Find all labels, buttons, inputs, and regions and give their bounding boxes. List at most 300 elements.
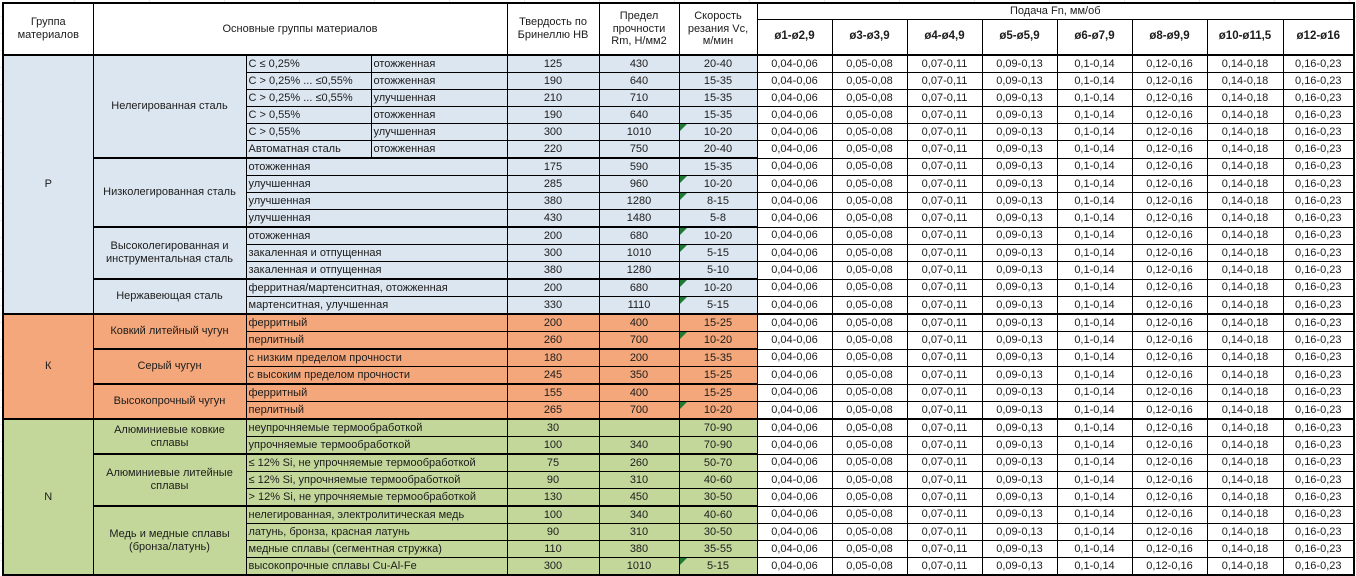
feed-cell[interactable]: 0,12-0,16 [1132,419,1207,437]
hardness-cell[interactable]: 90 [507,472,599,489]
strength-cell[interactable]: 1010 [599,124,679,141]
feed-cell[interactable]: 0,04-0,06 [757,158,832,176]
feed-cell[interactable]: 0,14-0,18 [1207,419,1283,437]
feed-cell[interactable]: 0,16-0,23 [1283,541,1354,558]
feed-cell[interactable]: 0,14-0,18 [1207,437,1283,455]
strength-cell[interactable]: 340 [599,437,679,455]
feed-cell[interactable]: 0,05-0,08 [832,437,907,455]
feed-cell[interactable]: 0,14-0,18 [1207,472,1283,489]
feed-cell[interactable]: 0,09-0,13 [982,472,1057,489]
feed-cell[interactable]: 0,05-0,08 [832,124,907,141]
material-family-cell[interactable]: Нержавеющая сталь [93,279,246,314]
cutting-speed-cell[interactable]: 70-90 [679,419,757,437]
header-brinell-hardness[interactable]: Твердость по Бринеллю HB [507,3,599,55]
spec-cell[interactable]: C > 0,25% ... ≤0,55% [246,90,371,107]
cutting-speed-cell[interactable]: 70-90 [679,437,757,455]
feed-cell[interactable]: 0,07-0,11 [907,279,982,297]
feed-cell[interactable]: 0,12-0,16 [1132,332,1207,350]
feed-cell[interactable]: 0,09-0,13 [982,524,1057,541]
feed-cell[interactable]: 0,09-0,13 [982,314,1057,332]
hardness-cell[interactable]: 245 [507,367,599,385]
feed-cell[interactable]: 0,14-0,18 [1207,454,1283,472]
feed-cell[interactable]: 0,14-0,18 [1207,558,1283,576]
feed-cell[interactable]: 0,16-0,23 [1283,176,1354,193]
feed-cell[interactable]: 0,1-0,14 [1057,262,1132,280]
strength-cell[interactable]: 1280 [599,262,679,280]
feed-cell[interactable]: 0,05-0,08 [832,279,907,297]
strength-cell[interactable]: 350 [599,367,679,385]
strength-cell[interactable]: 1110 [599,297,679,315]
group-code-cell[interactable]: N [3,419,93,575]
feed-cell[interactable]: 0,14-0,18 [1207,349,1283,367]
feed-cell[interactable]: 0,09-0,13 [982,297,1057,315]
feed-cell[interactable]: 0,12-0,16 [1132,124,1207,141]
hardness-cell[interactable]: 155 [507,384,599,402]
spec-cell[interactable]: C > 0,25% ... ≤0,55% [246,73,371,90]
hardness-cell[interactable]: 75 [507,454,599,472]
strength-cell[interactable]: 700 [599,402,679,420]
spec-cell[interactable]: C ≤ 0,25% [246,55,371,73]
header-main-material-groups[interactable]: Основные группы материалов [93,3,507,55]
strength-cell[interactable]: 1010 [599,558,679,576]
feed-cell[interactable]: 0,05-0,08 [832,558,907,576]
description-cell[interactable]: отожженная [246,158,507,176]
feed-cell[interactable]: 0,09-0,13 [982,489,1057,507]
description-cell[interactable]: ферритная/мартенситная, отожженная [246,279,507,297]
feed-cell[interactable]: 0,16-0,23 [1283,297,1354,315]
description-cell[interactable]: медные сплавы (сегментная стружка) [246,541,507,558]
cutting-speed-cell[interactable]: 5-8 [679,210,757,228]
hardness-cell[interactable]: 100 [507,506,599,524]
cutting-speed-cell[interactable]: 30-50 [679,524,757,541]
feed-cell[interactable]: 0,12-0,16 [1132,314,1207,332]
feed-cell[interactable]: 0,05-0,08 [832,297,907,315]
feed-cell[interactable]: 0,14-0,18 [1207,227,1283,245]
feed-cell[interactable]: 0,14-0,18 [1207,279,1283,297]
feed-cell[interactable]: 0,16-0,23 [1283,55,1354,73]
cutting-speed-cell[interactable]: 20-40 [679,55,757,73]
feed-cell[interactable]: 0,09-0,13 [982,193,1057,210]
hardness-cell[interactable]: 110 [507,541,599,558]
feed-cell[interactable]: 0,1-0,14 [1057,141,1132,159]
feed-cell[interactable]: 0,07-0,11 [907,193,982,210]
feed-cell[interactable]: 0,14-0,18 [1207,489,1283,507]
cutting-speed-cell[interactable]: 40-60 [679,472,757,489]
feed-cell[interactable]: 0,04-0,06 [757,124,832,141]
feed-cell[interactable]: 0,04-0,06 [757,107,832,124]
description-cell[interactable]: неупрочняемые термообработкой [246,419,507,437]
strength-cell[interactable]: 200 [599,349,679,367]
spec-cell[interactable]: C > 0,55% [246,124,371,141]
feed-cell[interactable]: 0,12-0,16 [1132,158,1207,176]
strength-cell[interactable]: 430 [599,55,679,73]
hardness-cell[interactable]: 300 [507,124,599,141]
feed-cell[interactable]: 0,07-0,11 [907,472,982,489]
cutting-speed-cell[interactable]: 5-15 [679,245,757,262]
feed-cell[interactable]: 0,12-0,16 [1132,437,1207,455]
feed-cell[interactable]: 0,04-0,06 [757,506,832,524]
feed-cell[interactable]: 0,1-0,14 [1057,158,1132,176]
header-feed-diameter[interactable]: ø5-ø5,9 [982,19,1057,55]
header-feed-diameter[interactable]: ø12-ø16 [1283,19,1354,55]
strength-cell[interactable]: 260 [599,454,679,472]
feed-cell[interactable]: 0,05-0,08 [832,158,907,176]
material-family-cell[interactable]: Медь и медные сплавы (бронза/латунь) [93,506,246,575]
feed-cell[interactable]: 0,07-0,11 [907,158,982,176]
description-cell[interactable]: закаленная и отпущенная [246,262,507,280]
feed-cell[interactable]: 0,05-0,08 [832,176,907,193]
strength-cell[interactable]: 710 [599,90,679,107]
feed-cell[interactable]: 0,14-0,18 [1207,176,1283,193]
feed-cell[interactable]: 0,1-0,14 [1057,454,1132,472]
feed-cell[interactable]: 0,1-0,14 [1057,489,1132,507]
feed-cell[interactable]: 0,16-0,23 [1283,158,1354,176]
description-cell[interactable]: перлитный [246,332,507,350]
description-cell[interactable]: высокопрочные сплавы Cu-Al-Fe [246,558,507,576]
feed-cell[interactable]: 0,1-0,14 [1057,367,1132,385]
cutting-speed-cell[interactable]: 15-35 [679,90,757,107]
feed-cell[interactable]: 0,05-0,08 [832,454,907,472]
feed-cell[interactable]: 0,05-0,08 [832,262,907,280]
feed-cell[interactable]: 0,16-0,23 [1283,402,1354,420]
state-cell[interactable]: улучшенная [371,124,507,141]
feed-cell[interactable]: 0,09-0,13 [982,541,1057,558]
hardness-cell[interactable]: 260 [507,332,599,350]
strength-cell[interactable]: 310 [599,524,679,541]
feed-cell[interactable]: 0,12-0,16 [1132,176,1207,193]
feed-cell[interactable]: 0,12-0,16 [1132,141,1207,159]
feed-cell[interactable]: 0,04-0,06 [757,55,832,73]
hardness-cell[interactable]: 175 [507,158,599,176]
feed-cell[interactable]: 0,12-0,16 [1132,524,1207,541]
material-family-cell[interactable]: Ковкий литейный чугун [93,314,246,349]
feed-cell[interactable]: 0,05-0,08 [832,472,907,489]
header-cutting-speed[interactable]: Скорость резания Vc, м/мин [679,3,757,55]
feed-cell[interactable]: 0,1-0,14 [1057,506,1132,524]
cutting-speed-cell[interactable]: 40-60 [679,506,757,524]
feed-cell[interactable]: 0,07-0,11 [907,297,982,315]
feed-cell[interactable]: 0,1-0,14 [1057,193,1132,210]
feed-cell[interactable]: 0,12-0,16 [1132,541,1207,558]
feed-cell[interactable]: 0,09-0,13 [982,124,1057,141]
feed-cell[interactable]: 0,07-0,11 [907,90,982,107]
feed-cell[interactable]: 0,14-0,18 [1207,506,1283,524]
feed-cell[interactable]: 0,16-0,23 [1283,124,1354,141]
cutting-speed-cell[interactable]: 8-15 [679,193,757,210]
feed-cell[interactable]: 0,07-0,11 [907,489,982,507]
feed-cell[interactable]: 0,04-0,06 [757,489,832,507]
feed-cell[interactable]: 0,09-0,13 [982,402,1057,420]
feed-cell[interactable]: 0,16-0,23 [1283,437,1354,455]
material-family-cell[interactable]: Высоколегированная и инструментальная сталь [93,227,246,279]
feed-cell[interactable]: 0,1-0,14 [1057,384,1132,402]
hardness-cell[interactable]: 100 [507,437,599,455]
state-cell[interactable]: отожженная [371,141,507,159]
feed-cell[interactable]: 0,16-0,23 [1283,210,1354,228]
feed-cell[interactable]: 0,16-0,23 [1283,454,1354,472]
strength-cell[interactable]: 640 [599,73,679,90]
feed-cell[interactable]: 0,14-0,18 [1207,541,1283,558]
strength-cell[interactable]: 450 [599,489,679,507]
feed-cell[interactable]: 0,05-0,08 [832,314,907,332]
description-cell[interactable]: мартенситная, улучшенная [246,297,507,315]
feed-cell[interactable]: 0,05-0,08 [832,245,907,262]
cutting-speed-cell[interactable]: 5-15 [679,297,757,315]
feed-cell[interactable]: 0,16-0,23 [1283,314,1354,332]
feed-cell[interactable]: 0,04-0,06 [757,176,832,193]
strength-cell[interactable]: 340 [599,506,679,524]
feed-cell[interactable]: 0,16-0,23 [1283,141,1354,159]
feed-cell[interactable]: 0,09-0,13 [982,558,1057,576]
cutting-speed-cell[interactable]: 15-35 [679,73,757,90]
group-code-cell[interactable]: P [3,55,93,314]
header-feed-diameter[interactable]: ø10-ø11,5 [1207,19,1283,55]
feed-cell[interactable]: 0,12-0,16 [1132,454,1207,472]
cutting-speed-cell[interactable]: 20-40 [679,141,757,159]
feed-cell[interactable]: 0,07-0,11 [907,245,982,262]
feed-cell[interactable]: 0,09-0,13 [982,349,1057,367]
strength-cell[interactable]: 700 [599,332,679,350]
description-cell[interactable]: улучшенная [246,176,507,193]
header-tensile-strength[interactable]: Предел прочности Rm, Н/мм2 [599,3,679,55]
feed-cell[interactable]: 0,09-0,13 [982,227,1057,245]
cutting-speed-cell[interactable]: 15-35 [679,107,757,124]
feed-cell[interactable]: 0,14-0,18 [1207,314,1283,332]
feed-cell[interactable]: 0,09-0,13 [982,158,1057,176]
feed-cell[interactable]: 0,05-0,08 [832,332,907,350]
feed-cell[interactable]: 0,14-0,18 [1207,73,1283,90]
feed-cell[interactable]: 0,12-0,16 [1132,506,1207,524]
hardness-cell[interactable]: 125 [507,55,599,73]
material-family-cell[interactable]: Алюминиевые литейные сплавы [93,454,246,506]
strength-cell[interactable]: 680 [599,279,679,297]
strength-cell[interactable]: 960 [599,176,679,193]
description-cell[interactable]: > 12% Si, не упрочняемые термообработкой [246,489,507,507]
material-family-cell[interactable]: Нелегированная сталь [93,55,246,158]
feed-cell[interactable]: 0,1-0,14 [1057,107,1132,124]
feed-cell[interactable]: 0,05-0,08 [832,107,907,124]
description-cell[interactable]: ≤ 12% Si, упрочняемые термообработкой [246,472,507,489]
description-cell[interactable]: ферритный [246,384,507,402]
feed-cell[interactable]: 0,07-0,11 [907,262,982,280]
cutting-speed-cell[interactable]: 10-20 [679,227,757,245]
material-family-cell[interactable]: Серый чугун [93,349,246,384]
feed-cell[interactable]: 0,16-0,23 [1283,332,1354,350]
feed-cell[interactable]: 0,1-0,14 [1057,541,1132,558]
feed-cell[interactable]: 0,09-0,13 [982,55,1057,73]
feed-cell[interactable]: 0,1-0,14 [1057,124,1132,141]
feed-cell[interactable]: 0,1-0,14 [1057,279,1132,297]
strength-cell[interactable]: 400 [599,314,679,332]
feed-cell[interactable]: 0,14-0,18 [1207,141,1283,159]
feed-cell[interactable]: 0,07-0,11 [907,402,982,420]
feed-cell[interactable]: 0,1-0,14 [1057,472,1132,489]
description-cell[interactable]: перлитный [246,402,507,420]
description-cell[interactable]: ≤ 12% Si, не упрочняемые термообработкой [246,454,507,472]
feed-cell[interactable]: 0,05-0,08 [832,349,907,367]
feed-cell[interactable]: 0,09-0,13 [982,419,1057,437]
cutting-speed-cell[interactable]: 50-70 [679,454,757,472]
feed-cell[interactable]: 0,07-0,11 [907,227,982,245]
feed-cell[interactable]: 0,1-0,14 [1057,314,1132,332]
strength-cell[interactable] [599,419,679,437]
feed-cell[interactable]: 0,07-0,11 [907,176,982,193]
hardness-cell[interactable]: 220 [507,141,599,159]
hardness-cell[interactable]: 265 [507,402,599,420]
feed-cell[interactable]: 0,12-0,16 [1132,367,1207,385]
state-cell[interactable]: отожженная [371,55,507,73]
feed-cell[interactable]: 0,05-0,08 [832,419,907,437]
description-cell[interactable]: упрочняемые термообработкой [246,437,507,455]
feed-cell[interactable]: 0,05-0,08 [832,193,907,210]
feed-cell[interactable]: 0,14-0,18 [1207,402,1283,420]
feed-cell[interactable]: 0,16-0,23 [1283,90,1354,107]
feed-cell[interactable]: 0,14-0,18 [1207,245,1283,262]
feed-cell[interactable]: 0,07-0,11 [907,437,982,455]
feed-cell[interactable]: 0,04-0,06 [757,262,832,280]
feed-cell[interactable]: 0,14-0,18 [1207,107,1283,124]
feed-cell[interactable]: 0,16-0,23 [1283,558,1354,576]
feed-cell[interactable]: 0,04-0,06 [757,210,832,228]
feed-cell[interactable]: 0,05-0,08 [832,90,907,107]
feed-cell[interactable]: 0,12-0,16 [1132,384,1207,402]
material-family-cell[interactable]: Высокопрочный чугун [93,384,246,419]
strength-cell[interactable]: 1010 [599,245,679,262]
hardness-cell[interactable]: 190 [507,73,599,90]
feed-cell[interactable]: 0,09-0,13 [982,73,1057,90]
feed-cell[interactable]: 0,12-0,16 [1132,262,1207,280]
feed-cell[interactable]: 0,1-0,14 [1057,227,1132,245]
hardness-cell[interactable]: 285 [507,176,599,193]
feed-cell[interactable]: 0,04-0,06 [757,558,832,576]
feed-cell[interactable]: 0,16-0,23 [1283,227,1354,245]
description-cell[interactable]: ферритный [246,314,507,332]
feed-cell[interactable]: 0,05-0,08 [832,227,907,245]
feed-cell[interactable]: 0,04-0,06 [757,402,832,420]
hardness-cell[interactable]: 380 [507,193,599,210]
feed-cell[interactable]: 0,09-0,13 [982,384,1057,402]
feed-cell[interactable]: 0,1-0,14 [1057,419,1132,437]
feed-cell[interactable]: 0,07-0,11 [907,349,982,367]
feed-cell[interactable]: 0,16-0,23 [1283,472,1354,489]
feed-cell[interactable]: 0,1-0,14 [1057,524,1132,541]
feed-cell[interactable]: 0,16-0,23 [1283,367,1354,385]
feed-cell[interactable]: 0,04-0,06 [757,227,832,245]
cutting-speed-cell[interactable]: 10-20 [679,124,757,141]
description-cell[interactable]: нелегированная, электролитическая медь [246,506,507,524]
feed-cell[interactable]: 0,09-0,13 [982,262,1057,280]
header-feed-diameter[interactable]: ø1-ø2,9 [757,19,832,55]
material-family-cell[interactable]: Низколегированная сталь [93,158,246,227]
feed-cell[interactable]: 0,1-0,14 [1057,297,1132,315]
feed-cell[interactable]: 0,04-0,06 [757,454,832,472]
feed-cell[interactable]: 0,12-0,16 [1132,558,1207,576]
cutting-speed-cell[interactable]: 5-15 [679,558,757,576]
feed-cell[interactable]: 0,14-0,18 [1207,384,1283,402]
feed-cell[interactable]: 0,12-0,16 [1132,90,1207,107]
feed-cell[interactable]: 0,05-0,08 [832,210,907,228]
feed-cell[interactable]: 0,07-0,11 [907,558,982,576]
feed-cell[interactable]: 0,16-0,23 [1283,262,1354,280]
feed-cell[interactable]: 0,07-0,11 [907,332,982,350]
feed-cell[interactable]: 0,09-0,13 [982,176,1057,193]
feed-cell[interactable]: 0,12-0,16 [1132,489,1207,507]
feed-cell[interactable]: 0,04-0,06 [757,193,832,210]
feed-cell[interactable]: 0,04-0,06 [757,349,832,367]
feed-cell[interactable]: 0,04-0,06 [757,245,832,262]
strength-cell[interactable]: 380 [599,541,679,558]
description-cell[interactable]: улучшенная [246,193,507,210]
feed-cell[interactable]: 0,14-0,18 [1207,297,1283,315]
feed-cell[interactable]: 0,16-0,23 [1283,107,1354,124]
feed-cell[interactable]: 0,04-0,06 [757,297,832,315]
state-cell[interactable]: улучшенная [371,90,507,107]
feed-cell[interactable]: 0,1-0,14 [1057,402,1132,420]
feed-cell[interactable]: 0,07-0,11 [907,73,982,90]
feed-cell[interactable]: 0,1-0,14 [1057,245,1132,262]
strength-cell[interactable]: 400 [599,384,679,402]
feed-cell[interactable]: 0,14-0,18 [1207,332,1283,350]
strength-cell[interactable]: 680 [599,227,679,245]
feed-cell[interactable]: 0,09-0,13 [982,332,1057,350]
feed-cell[interactable]: 0,14-0,18 [1207,367,1283,385]
feed-cell[interactable]: 0,07-0,11 [907,524,982,541]
feed-cell[interactable]: 0,05-0,08 [832,73,907,90]
feed-cell[interactable]: 0,07-0,11 [907,454,982,472]
description-cell[interactable]: закаленная и отпущенная [246,245,507,262]
feed-cell[interactable]: 0,04-0,06 [757,384,832,402]
feed-cell[interactable]: 0,14-0,18 [1207,524,1283,541]
hardness-cell[interactable]: 330 [507,297,599,315]
feed-cell[interactable]: 0,05-0,08 [832,367,907,385]
feed-cell[interactable]: 0,04-0,06 [757,141,832,159]
feed-cell[interactable]: 0,1-0,14 [1057,332,1132,350]
feed-cell[interactable]: 0,1-0,14 [1057,210,1132,228]
feed-cell[interactable]: 0,07-0,11 [907,506,982,524]
cutting-speed-cell[interactable]: 10-20 [679,332,757,350]
feed-cell[interactable]: 0,05-0,08 [832,141,907,159]
feed-cell[interactable]: 0,04-0,06 [757,472,832,489]
cutting-speed-cell[interactable]: 15-25 [679,384,757,402]
feed-cell[interactable]: 0,04-0,06 [757,279,832,297]
feed-cell[interactable]: 0,1-0,14 [1057,437,1132,455]
feed-cell[interactable]: 0,05-0,08 [832,541,907,558]
feed-cell[interactable]: 0,12-0,16 [1132,245,1207,262]
feed-cell[interactable]: 0,09-0,13 [982,210,1057,228]
hardness-cell[interactable]: 90 [507,524,599,541]
cutting-speed-cell[interactable]: 30-50 [679,489,757,507]
feed-cell[interactable]: 0,04-0,06 [757,541,832,558]
feed-cell[interactable]: 0,07-0,11 [907,367,982,385]
feed-cell[interactable]: 0,12-0,16 [1132,279,1207,297]
feed-cell[interactable]: 0,09-0,13 [982,506,1057,524]
feed-cell[interactable]: 0,05-0,08 [832,402,907,420]
cutting-speed-cell[interactable]: 10-20 [679,279,757,297]
description-cell[interactable]: улучшенная [246,210,507,228]
feed-cell[interactable]: 0,12-0,16 [1132,227,1207,245]
feed-cell[interactable]: 0,09-0,13 [982,279,1057,297]
feed-cell[interactable]: 0,14-0,18 [1207,90,1283,107]
cutting-speed-cell[interactable]: 5-10 [679,262,757,280]
cutting-speed-cell[interactable]: 35-55 [679,541,757,558]
feed-cell[interactable]: 0,09-0,13 [982,367,1057,385]
feed-cell[interactable]: 0,16-0,23 [1283,384,1354,402]
feed-cell[interactable]: 0,16-0,23 [1283,349,1354,367]
feed-cell[interactable]: 0,07-0,11 [907,541,982,558]
hardness-cell[interactable]: 30 [507,419,599,437]
header-feed-diameter[interactable]: ø6-ø7,9 [1057,19,1132,55]
feed-cell[interactable]: 0,1-0,14 [1057,90,1132,107]
